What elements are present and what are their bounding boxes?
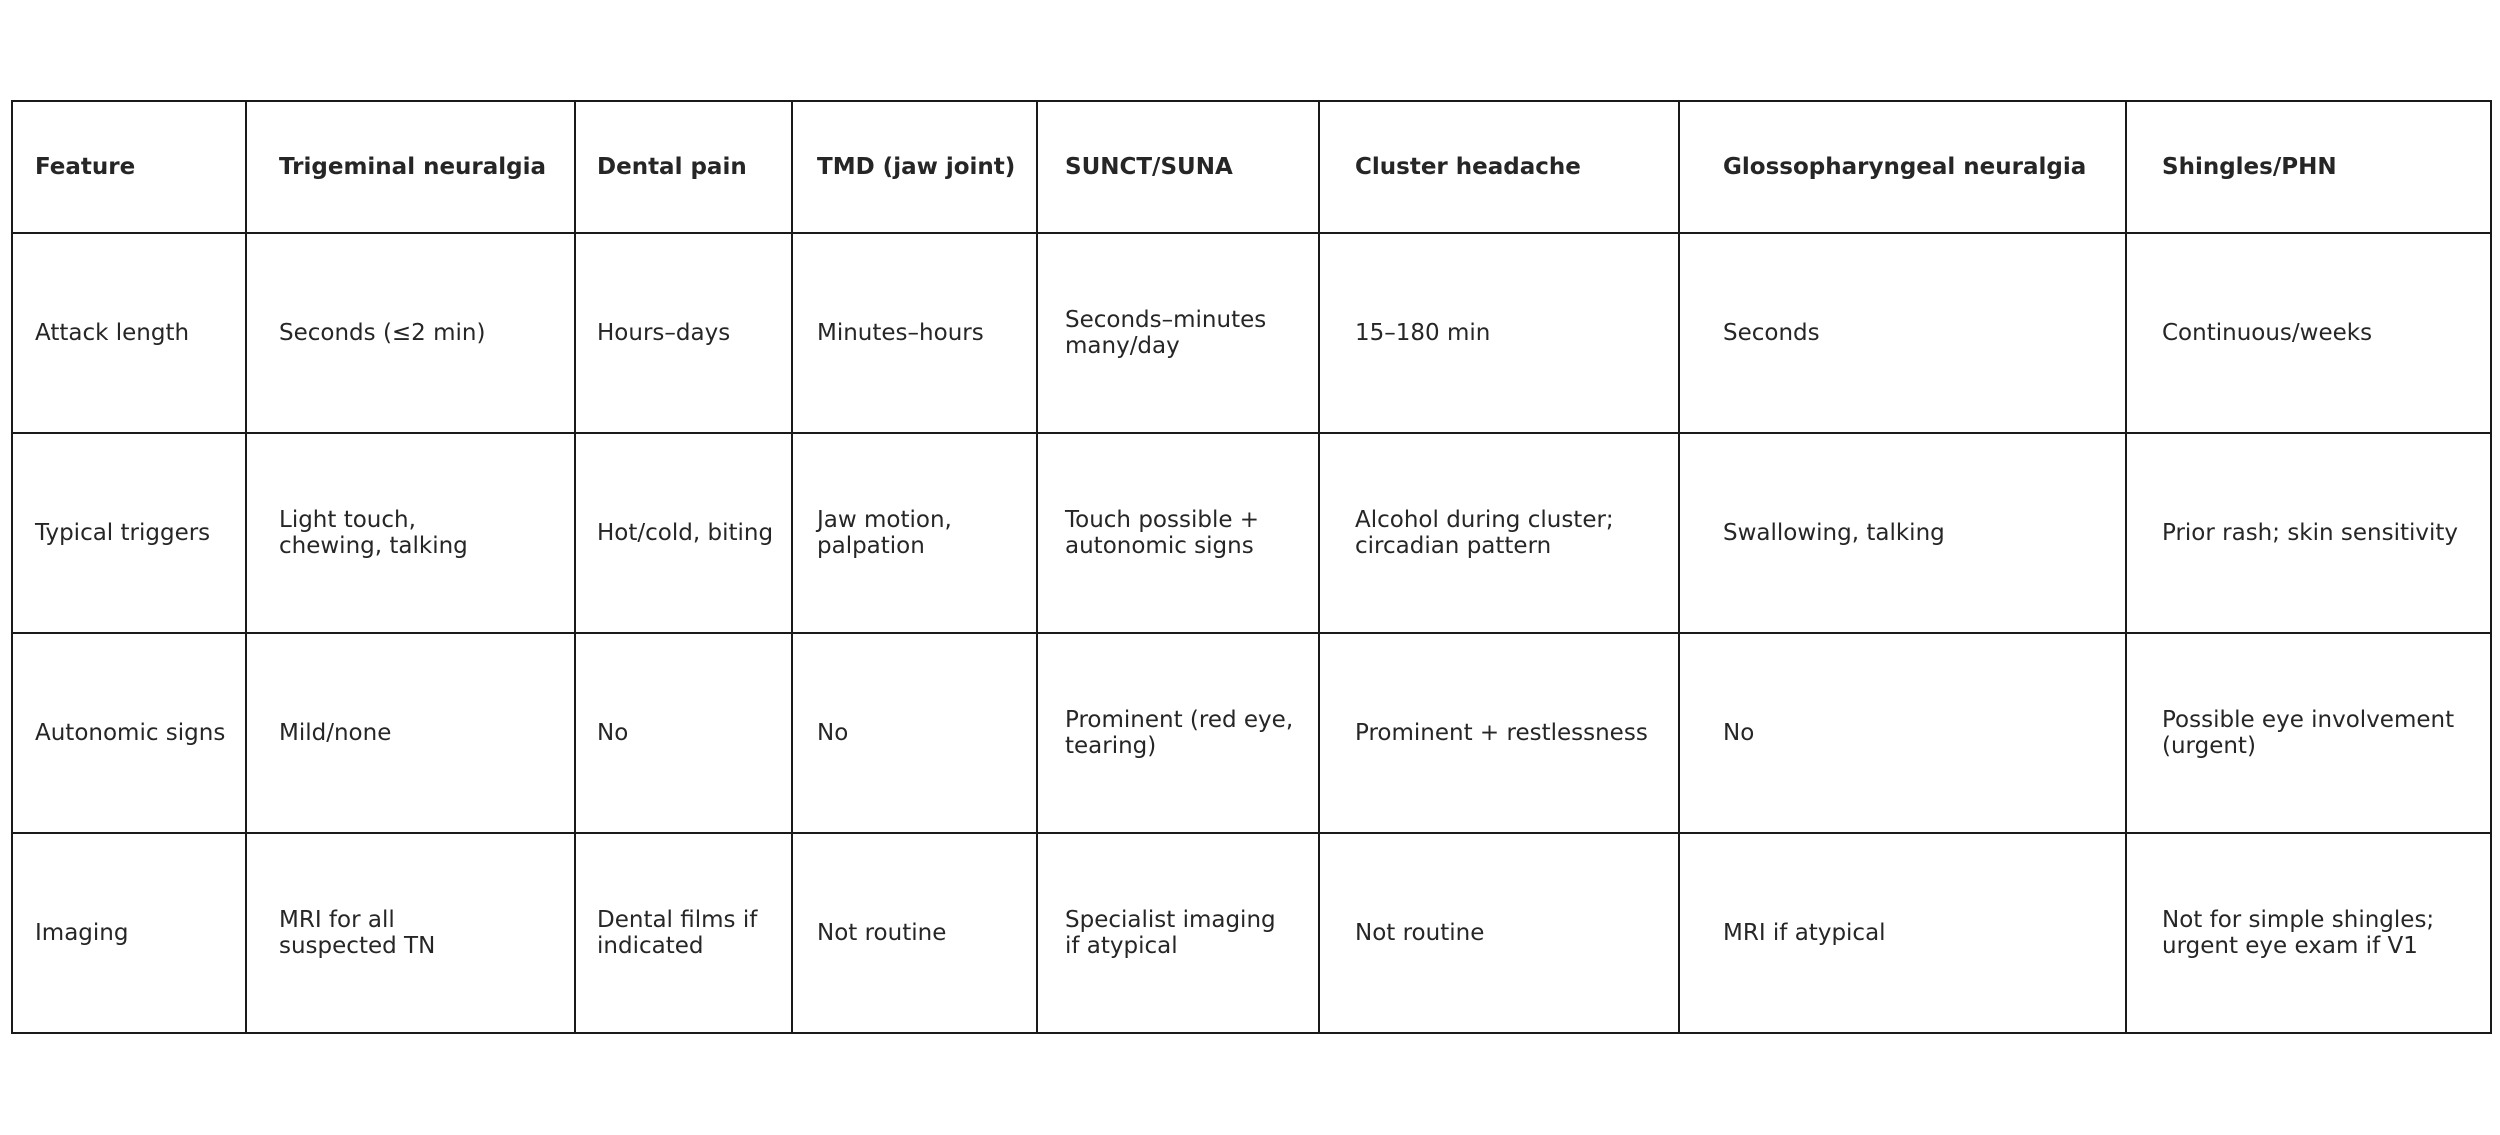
table-cell: Seconds: [1679, 233, 2126, 433]
table-cell: Mild/none: [246, 633, 575, 833]
comparison-table-container: [11, 100, 2492, 1034]
table-cell: Continuous/weeks: [2126, 233, 2491, 433]
table-row-typical-triggers: [12, 433, 2491, 633]
table-cell: Dental films if indicated: [575, 833, 792, 1033]
table-cell: Not routine: [1319, 833, 1679, 1033]
table-cell: Autonomic signs: [12, 633, 246, 833]
table-cell: Typical triggers: [12, 433, 246, 633]
table-row-autonomic-signs: [12, 633, 2491, 833]
table-cell: Not routine: [792, 833, 1037, 1033]
header-row: [12, 101, 2491, 233]
table-cell: MRI if atypical: [1679, 833, 2126, 1033]
table-row-imaging: [12, 833, 2491, 1033]
table-cell: Prior rash; skin sensitivity: [2126, 433, 2491, 633]
table-cell: Imaging: [12, 833, 246, 1033]
comparison-table: [11, 100, 2492, 1034]
header-cell-trigeminal-neuralgia: Trigeminal neuralgia: [246, 101, 575, 233]
table-cell: Prominent (red eye, tearing): [1037, 633, 1319, 833]
table-cell: Seconds (≤2 min): [246, 233, 575, 433]
header-cell-feature: Feature: [12, 101, 246, 233]
table-cell: Alcohol during cluster; circadian pattern: [1319, 433, 1679, 633]
table-cell: No: [575, 633, 792, 833]
table-cell: Jaw motion, palpation: [792, 433, 1037, 633]
header-cell-cluster-headache: Cluster headache: [1319, 101, 1679, 233]
table-cell: No: [1679, 633, 2126, 833]
table-cell: Prominent + restlessness: [1319, 633, 1679, 833]
table-cell: Possible eye involvement (urgent): [2126, 633, 2491, 833]
table-row-attack-length: [12, 233, 2491, 433]
table-cell: Touch possible + autonomic signs: [1037, 433, 1319, 633]
header-cell-sunct-suna: SUNCT/SUNA: [1037, 101, 1319, 233]
table-cell: Attack length: [12, 233, 246, 433]
header-cell-glossopharyngeal-neuralgia: Glossopharyngeal neuralgia: [1679, 101, 2126, 233]
table-cell: No: [792, 633, 1037, 833]
table-cell: Minutes–hours: [792, 233, 1037, 433]
table-cell: Seconds–minutes many/day: [1037, 233, 1319, 433]
table-cell: Hot/cold, biting: [575, 433, 792, 633]
table-cell: 15–180 min: [1319, 233, 1679, 433]
table-cell: Specialist imaging if atypical: [1037, 833, 1319, 1033]
table-cell: Swallowing, talking: [1679, 433, 2126, 633]
header-cell-shingles-phn: Shingles/PHN: [2126, 101, 2491, 233]
header-cell-tmd: TMD (jaw joint): [792, 101, 1037, 233]
table-cell: Hours–days: [575, 233, 792, 433]
header-cell-dental-pain: Dental pain: [575, 101, 792, 233]
table-cell: MRI for all suspected TN: [246, 833, 575, 1033]
table-cell: Not for simple shingles; urgent eye exam if V1: [2126, 833, 2491, 1033]
table-cell: Light touch, chewing, talking: [246, 433, 575, 633]
